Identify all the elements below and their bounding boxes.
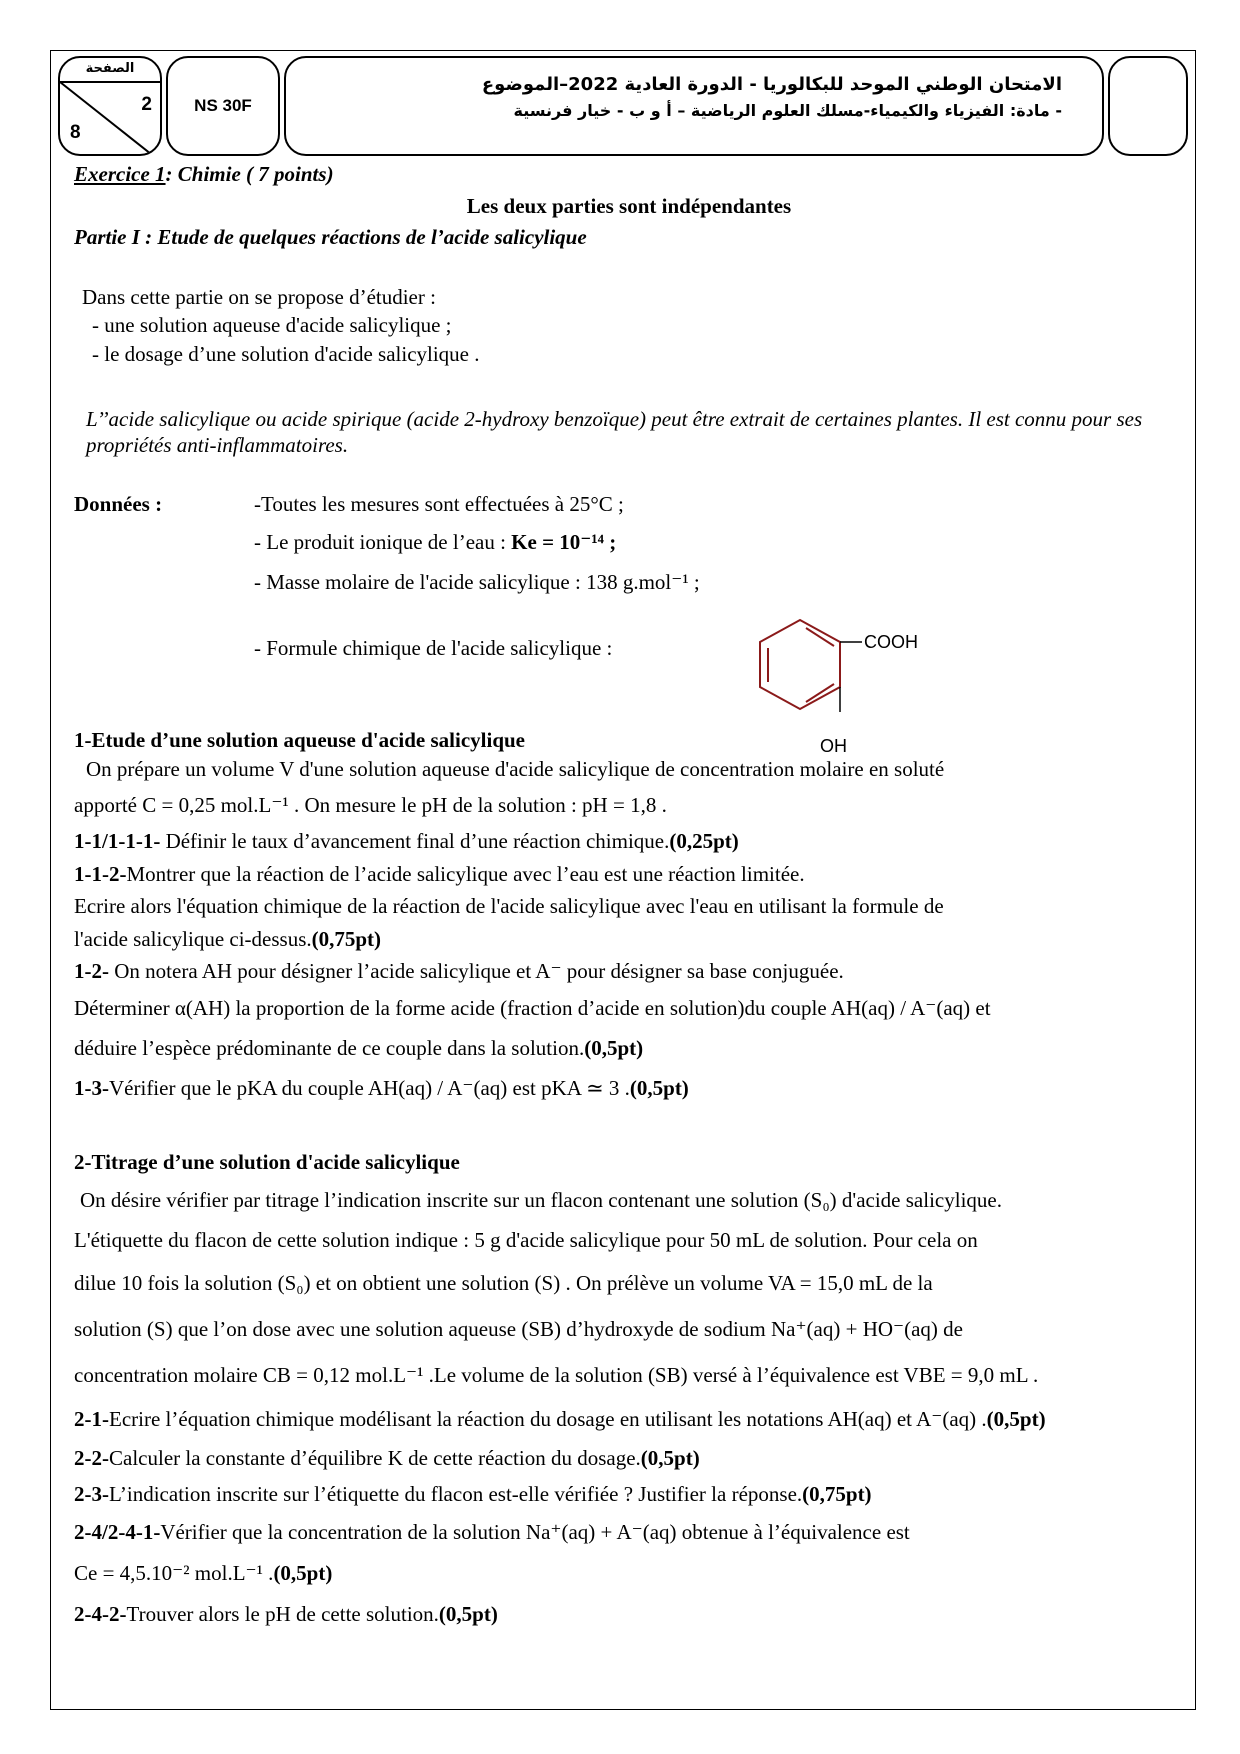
question-2-2: 2-2-Calculer la constante d’équilibre K de cette réaction du dosage.(0,5pt) [74,1446,700,1470]
question-2-4-1-cont: Ce = 4,5.10⁻² mol.L⁻¹ .(0,5pt) [74,1561,333,1585]
page-total: 8 [70,122,81,143]
description: L’’acide salicylique ou acide spirique (acide 2-hydroxy benzoïque) peut être extrait de certaines plantes. Il est connu pour ses propriétés anti-inflammatoires. [86,407,1143,458]
donnees-label: Données : [74,492,163,516]
exercise-content [74,160,1184,251]
cooh-label: COOH [864,632,918,652]
question-2-1: 2-1-Ecrire l’équation chimique modélisant la réaction du dosage en utilisant les notations AH(aq) et A⁻(aq) .(0,5pt) [74,1407,1046,1431]
question-1-1-1: 1-1/1-1-1- Définir le taux d’avancement final d’une réaction chimique.(0,25pt) [74,829,739,854]
question-1-2-cont: déduire l’espèce prédominante de ce couple dans la solution.(0,5pt) [74,1035,644,1060]
donnee-molar-mass: - Masse molaire de l'acide salicylique : 138 g.mol⁻¹ ; [254,570,700,594]
question-1-1-2: 1-1-2-Montrer que la réaction de l’acide salicylique avec l’eau est une réaction limitée. [74,861,805,886]
exam-title-line1: الامتحان الوطني الموحد للبكالوريا - الدورة العادية 2022–الموضوع [481,74,1062,95]
donnee-ke: - Le produit ionique de l’eau : Ke = 10⁻¹⁴ ; [254,530,617,554]
question-1-3: 1-3-Vérifier que le pKA du couple AH(aq) / A⁻(aq) est pKA ≃ 3 .(0,5pt) [74,1075,689,1100]
section-2-text: solution (S) que l’on dose avec une solution aqueuse (SB) d’hydroxyde de sodium Na⁺(aq) + HO⁻(aq) de [74,1317,963,1341]
page-number: 2 [141,94,152,115]
intro-line: Dans cette partie on se propose d’étudier : [82,285,436,309]
section-2-text: dilue 10 fois la solution (S₀) et on obtient une solution (S) . On prélève un volume VA = 15,0 mL de la [74,1271,933,1295]
section-1 [74,724,1184,1108]
donnee-temperature: -Toutes les mesures sont effectuées à 25°C ; [254,492,624,516]
exam-code: NS 30F [166,56,280,156]
oh-label: OH [820,736,847,756]
question-2-3: 2-3-L’indication inscrite sur l’étiquette du flacon est-elle vérifiée ? Justifier la réponse.(0,75pt) [74,1482,872,1506]
section-1-intro: On prépare un volume V d'une solution aqueuse d'acide salicylique de concentration molaire en soluté [86,756,945,781]
intro-block [74,283,1184,368]
section-1-intro: apporté C = 0,25 mol.L⁻¹ . On mesure le pH de la solution : pH = 1,8 . [74,793,667,818]
question-1-1-2-cont: l'acide salicylique ci-dessus.(0,75pt) [74,926,382,951]
exam-title-line2: - مادة: الفيزياء والكيمياء-مسلك العلوم الرياضية – أ و ب - خيار فرنسية [513,101,1062,120]
question-2-4-2: 2-4-2-Trouver alors le pH de cette solution.(0,5pt) [74,1602,498,1626]
donnee-formula: - Formule chimique de l'acide salicylique : [254,636,613,660]
section-2-title: 2-Titrage d’une solution d'acide salicylique [74,1150,460,1174]
intro-bullet: - le dosage d’une solution d'acide salicylique . [92,341,480,366]
exercise-title: Exercice 1: Chimie ( 7 points) [74,162,334,186]
section-2 [74,1148,1184,1634]
page-label: الصفحة [85,61,135,76]
independent-note: Les deux parties sont indépendantes [466,194,792,219]
question-1-2-cont: Déterminer α(AH) la proportion de la forme acide (fraction d’acide en solution)du couple AH(aq) / A⁻(aq) et [74,995,991,1020]
section-2-text: On désire vérifier par titrage l’indication inscrite sur un flacon contenant une solution (S₀) d'acide salicylique. [80,1188,1002,1212]
part-title: Partie I : Etude de quelques réactions de l’acide salicylique [74,224,587,249]
section-2-text: concentration molaire CB = 0,12 mol.L⁻¹ .Le volume de la solution (SB) versé à l’équivalence est VBE = 9,0 mL . [74,1363,1039,1387]
intro-bullet: - une solution aqueuse d'acide salicylique ; [92,313,452,338]
section-1-title: 1-Etude d’une solution aqueuse d'acide salicylique [74,728,525,752]
section-2-text: L'étiquette du flacon de cette solution indique : 5 g d'acide salicylique pour 50 mL de solution. Pour cela on [74,1228,978,1252]
question-1-1-2-cont: Ecrire alors l'équation chimique de la réaction de l'acide salicylique avec l'eau en utilisant la formule de [74,894,944,919]
question-2-4-1: 2-4/2-4-1-Vérifier que la concentration de la solution Na⁺(aq) + A⁻(aq) obtenue à l’équivalence est [74,1520,910,1544]
donnees-block [74,490,1184,662]
question-1-2: 1-2- On notera AH pour désigner l’acide salicylique et A⁻ pour désigner sa base conjuguée. [74,959,844,984]
